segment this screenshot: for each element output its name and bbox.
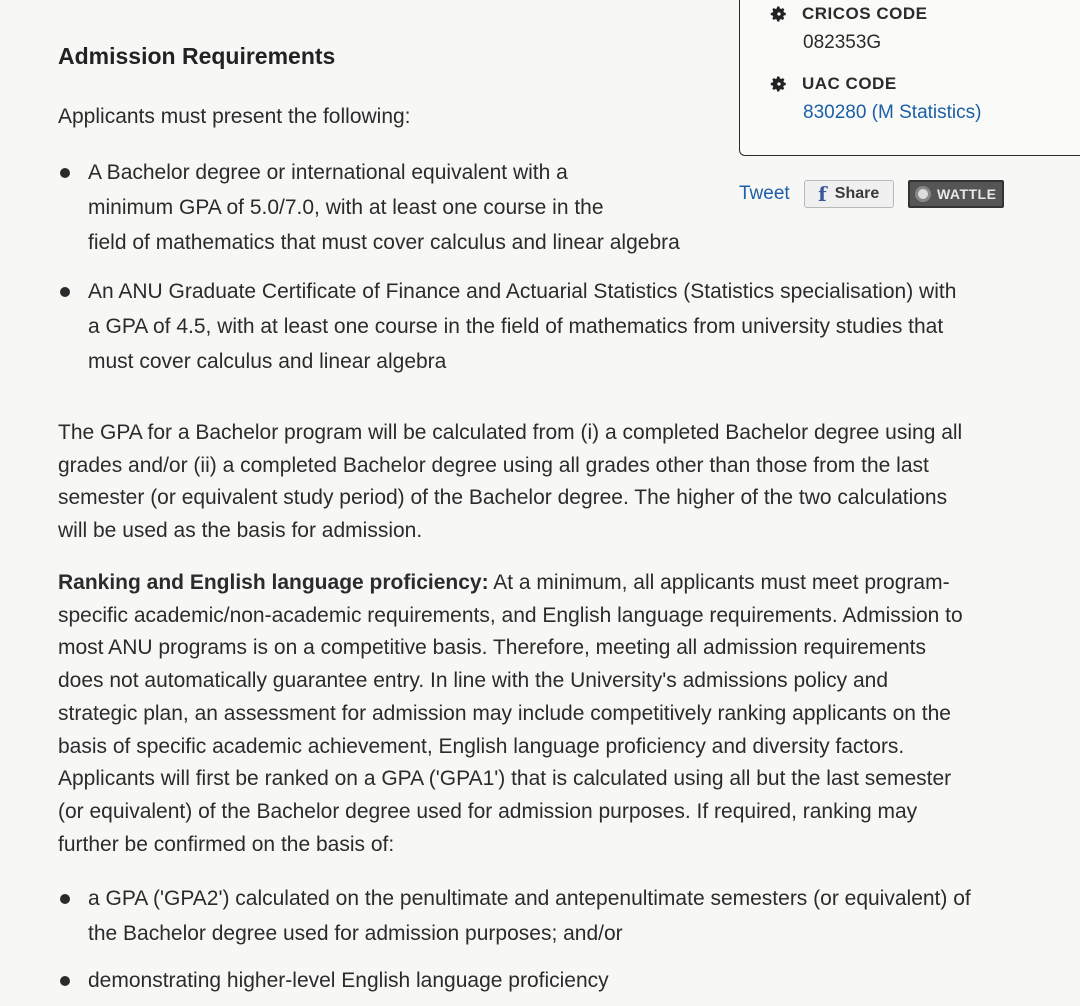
facebook-share-label: Share xyxy=(834,185,880,202)
uac-code-row xyxy=(770,74,981,124)
requirements-list xyxy=(58,155,1068,379)
facebook-icon: f xyxy=(818,182,827,206)
tweet-link[interactable]: Tweet xyxy=(739,183,790,204)
ranking-title: Ranking and English language proficiency: xyxy=(58,571,489,594)
gear-icon xyxy=(770,75,788,93)
admission-heading: Admission Requirements xyxy=(58,43,336,69)
ranking-paragraph: Ranking and English language proficiency: At a minimum, all applicants must meet program- specific academic/non-academic requirements, and English language requirements. Admission to most ANU programs is on a competitive basis. Therefore, meeting all admission requirements does not automatically guarantee entry. In line with the University's admissions policy and strategic plan, an assessment for admission may include competitively ranking applicants on the basis of specific academic achievement, English language proficiency and diversity factors. Applicants will first be ranked on a GPA ('GPA1') that is calculated using all but the last semester (or equivalent) of the Bachelor degree used for admission purposes. If required, ranking may further be confirmed on the basis of: xyxy=(58,571,963,856)
wattle-label: WATTLE xyxy=(936,186,997,202)
cricos-code-label: CRICOS CODE xyxy=(802,4,928,23)
list-item: A Bachelor degree or international equivalent with a minimum GPA of 5.0/7.0, with at least one course in the field of mathematics that must cover calculus and linear algebra xyxy=(58,155,1068,260)
list-item: a GPA ('GPA2') calculated on the penultimate and antepenultimate semesters (or equivalent) of the Bachelor degree used for admission purposes; and/or xyxy=(58,881,1068,951)
program-codes-panel xyxy=(739,0,1080,156)
admission-intro: Applicants must present the following: xyxy=(58,105,411,128)
gpa-paragraph: The GPA for a Bachelor program will be calculated from (i) a completed Bachelor degree using all grades and/or (ii) a completed Bachelor degree using all grades other than those from the last semester (or equivalent study period) of the Bachelor degree. The higher of the two calculations will be used as the basis for admission. xyxy=(58,421,963,543)
list-item: demonstrating higher-level English language proficiency xyxy=(58,963,1068,998)
gear-icon xyxy=(770,5,788,23)
uac-code-link[interactable]: 830280 (M Statistics) xyxy=(803,102,982,123)
ranking-criteria-list xyxy=(58,881,1068,998)
cricos-code-row xyxy=(770,4,927,54)
uac-code-label: UAC CODE xyxy=(802,74,897,93)
list-item: An ANU Graduate Certificate of Finance and Actuarial Statistics (Statistics specialisation) with a GPA of 4.5, with at least one course in the field of mathematics from university studies that must cover calculus and linear algebra xyxy=(58,274,1068,379)
cricos-code-value: 082353G xyxy=(803,32,882,53)
